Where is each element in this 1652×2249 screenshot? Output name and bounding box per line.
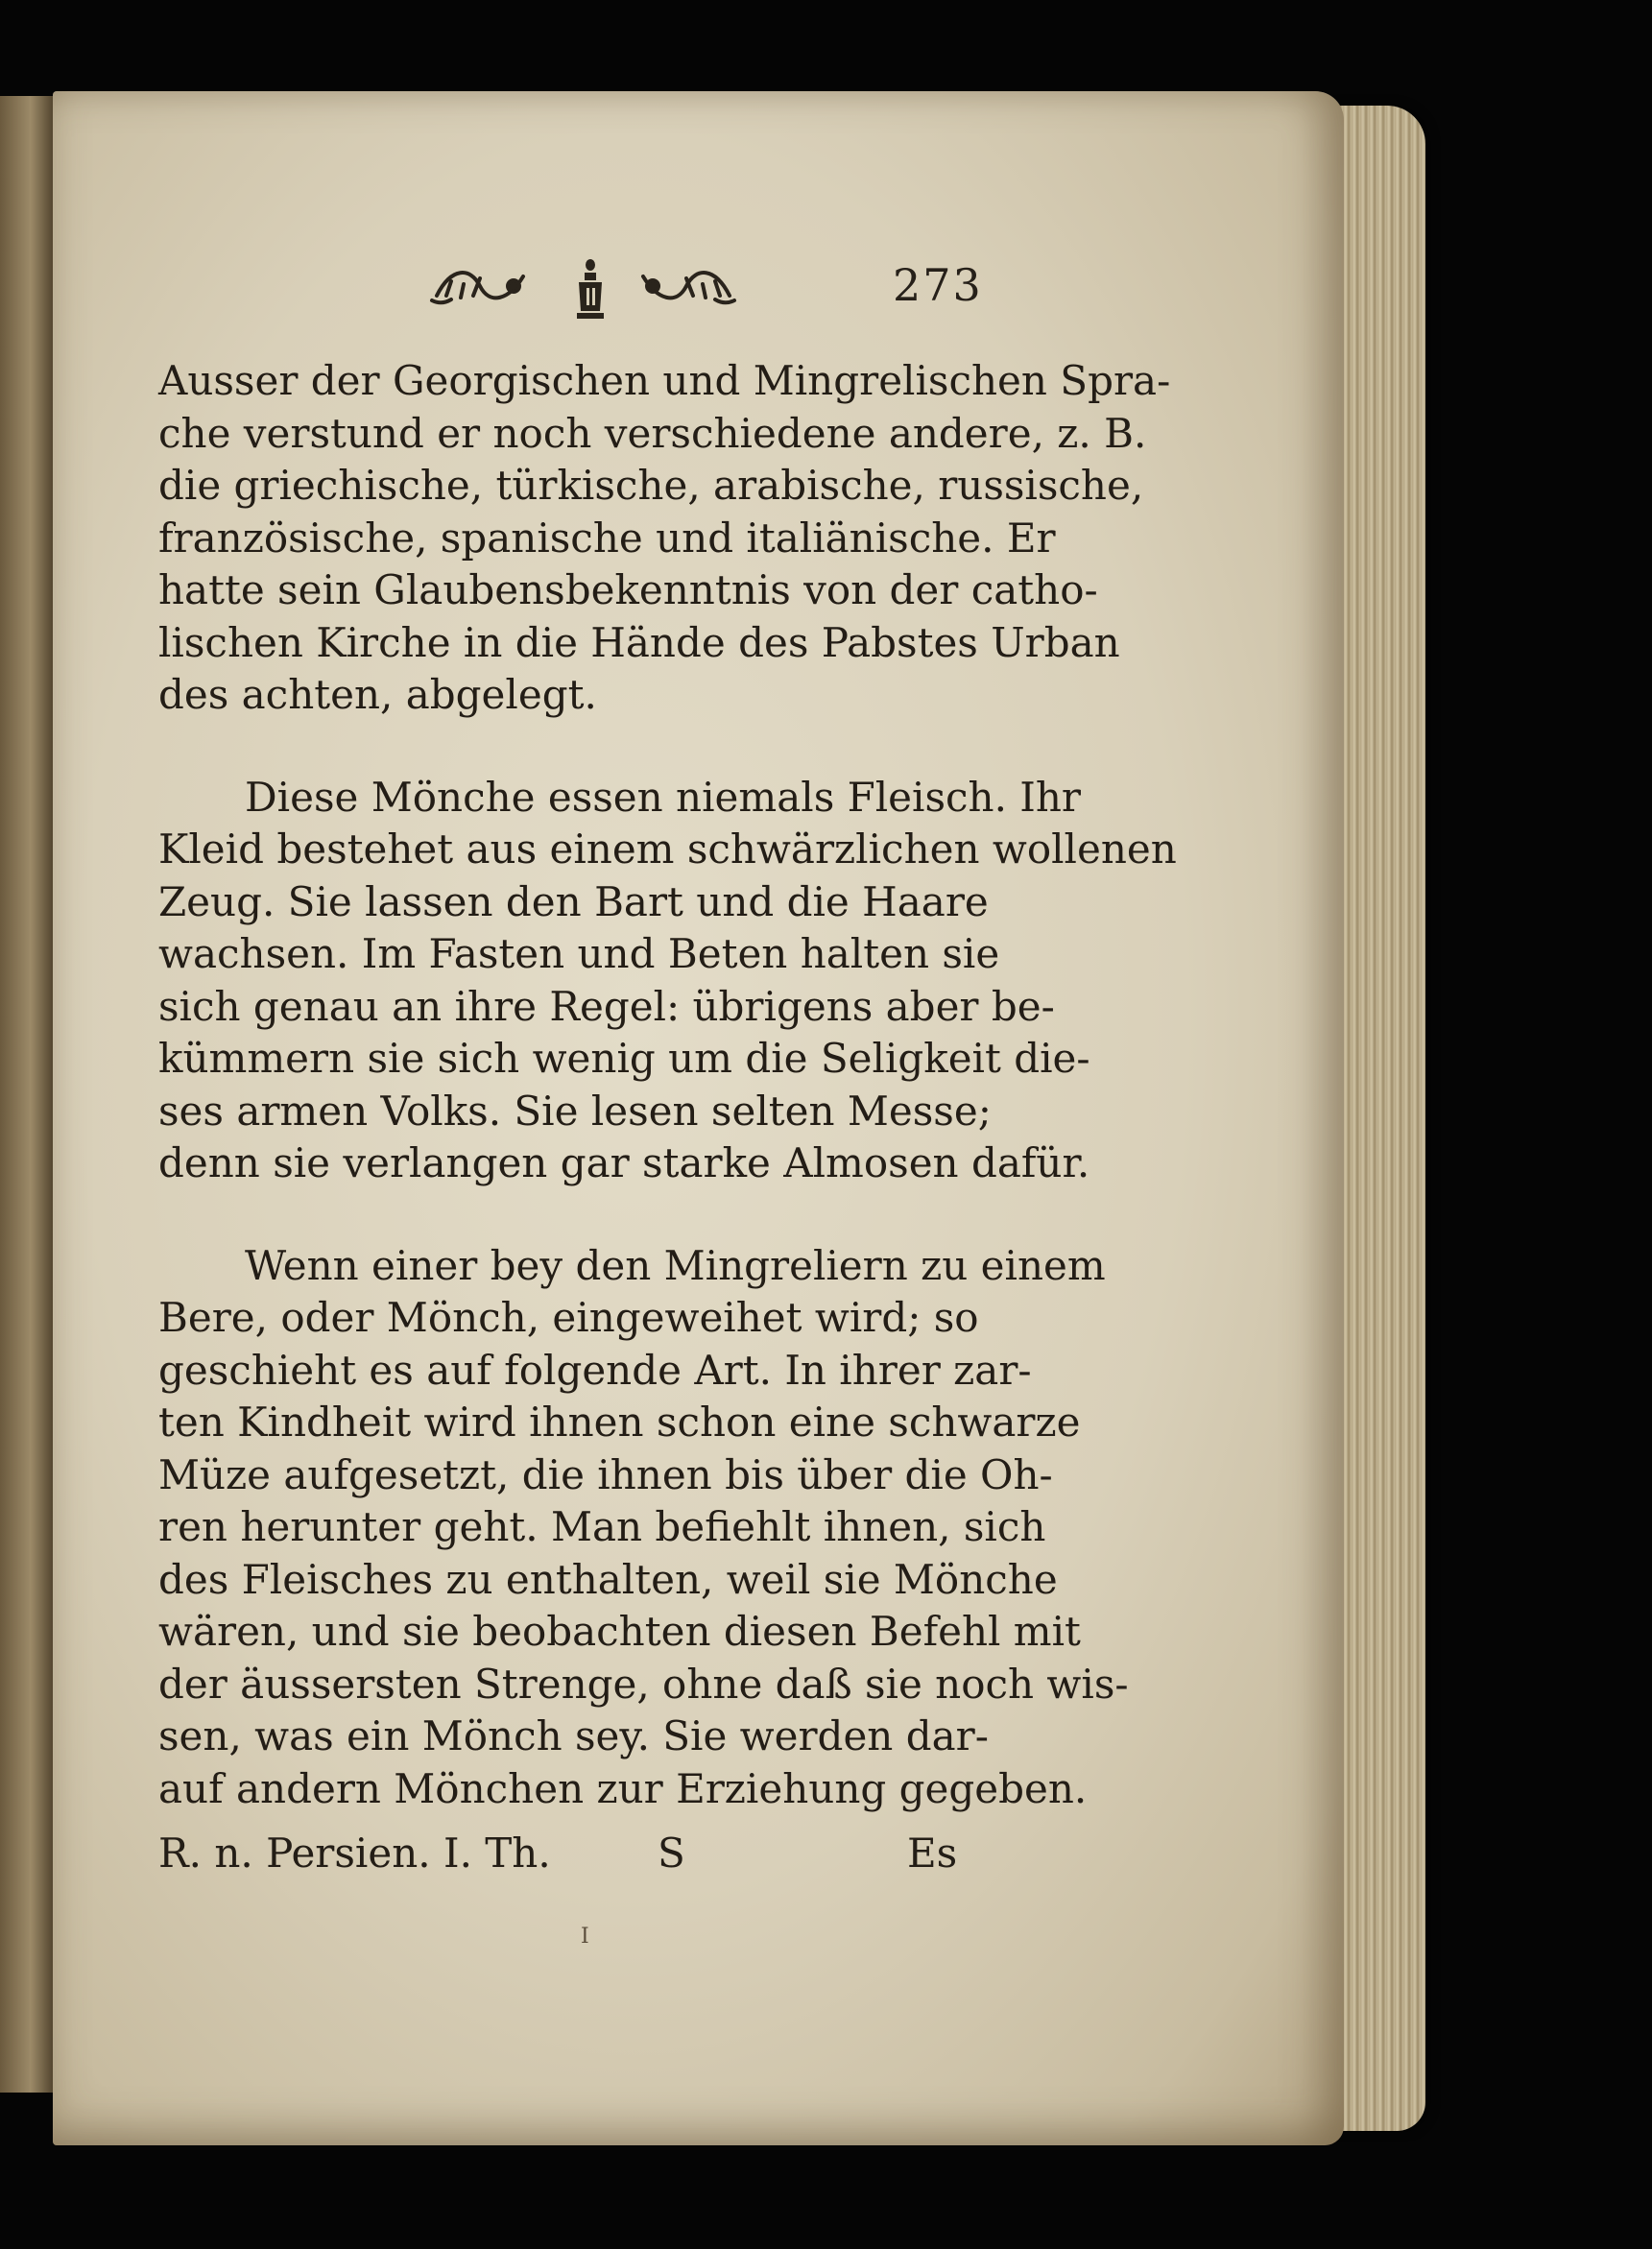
text-line: Wenn einer bey den Mingreliern zu einem xyxy=(245,1241,1106,1289)
text-line: die griechische, türkische, arabische, russische, xyxy=(158,462,1144,509)
text-line: sich genau an ihre Regel: übrigens aber be- xyxy=(158,982,1055,1030)
footer-catchword: Es xyxy=(907,1830,958,1877)
text-body xyxy=(158,355,1177,1865)
text-line: ses armen Volks. Sie lesen selten Messe; xyxy=(158,1087,992,1135)
floral-ornament-right-icon xyxy=(634,257,739,315)
page-block-edge xyxy=(1334,106,1425,2131)
text-line: geschieht es auf folgende Art. In ihrer zar- xyxy=(158,1346,1032,1394)
text-line: des achten, abgelegt. xyxy=(158,671,597,718)
text-line: lischen Kirche in die Hände des Pabstes Urban xyxy=(158,618,1120,666)
text-line: ren herunter geht. Man befiehlt ihnen, sich xyxy=(158,1503,1046,1550)
page-number: 273 xyxy=(893,259,983,311)
paragraph-3 xyxy=(158,1240,1129,1816)
text-line: hatte sein Glaubensbekenntnis von der catho- xyxy=(158,566,1098,613)
floral-ornament-left-icon xyxy=(427,257,533,315)
text-line: wären, und sie beobachten diesen Befehl mit xyxy=(158,1608,1081,1655)
footer-sheet-mark: S xyxy=(658,1830,685,1877)
text-line: ten Kindheit wird ihnen schon eine schwarze xyxy=(158,1399,1081,1446)
text-line: französische, spanische und italiänische. Er xyxy=(158,514,1056,562)
text-line: Ausser der Georgischen und Mingrelischen Spra- xyxy=(158,357,1171,404)
text-line: des Fleisches zu enthalten, weil sie Mönche xyxy=(158,1555,1058,1603)
facing-page-edge xyxy=(0,96,56,2093)
text-line: kümmern sie sich wenig um die Seligkeit die- xyxy=(158,1035,1090,1082)
text-line: Diese Mönche essen niemals Fleisch. Ihr xyxy=(245,773,1082,821)
text-line: che verstund er noch verschiedene andere, z. B. xyxy=(158,409,1147,457)
paragraph-2 xyxy=(158,772,1177,1190)
text-line: auf andern Mönchen zur Erziehung gegeben. xyxy=(158,1764,1088,1812)
text-line: Müze aufgesetzt, die ihnen bis über die Oh- xyxy=(158,1450,1053,1498)
text-line: Kleid bestehet aus einem schwärzlichen wollenen xyxy=(158,825,1177,873)
page-header xyxy=(403,257,983,334)
footer-signature: R. n. Persien. I. Th. xyxy=(158,1830,551,1877)
text-line: wachsen. Im Fasten und Beten halten sie xyxy=(158,930,1000,977)
text-line: der äussersten Strenge, ohne daß sie noch wis- xyxy=(158,1660,1129,1708)
foot-mark: I xyxy=(581,1925,589,1949)
vase-ornament-icon xyxy=(571,257,610,324)
text-line: Bere, oder Mönch, eingeweihet wird; so xyxy=(158,1294,979,1341)
text-line: Zeug. Sie lassen den Bart und die Haare xyxy=(158,877,989,925)
text-line: sen, was ein Mönch sey. Sie werden dar- xyxy=(158,1712,989,1759)
text-line: denn sie verlangen gar starke Almosen dafür. xyxy=(158,1139,1090,1186)
paragraph-1 xyxy=(158,355,1171,722)
